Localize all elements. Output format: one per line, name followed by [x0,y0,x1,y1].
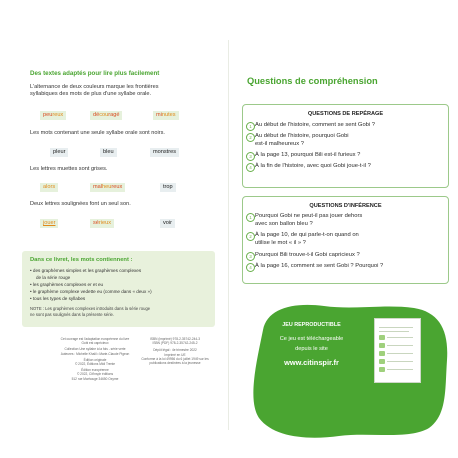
reperage-box [242,104,449,188]
question-line: À la fin de l'histoire, avec quoi Gobi joue-t-il ? [255,163,371,169]
bullet-single-syllable [30,130,220,137]
sheet-picture-icon [379,335,385,340]
syllable: mal [93,184,103,190]
question-line: Au début de l'histoire, comment se sent Gobi ? [255,122,376,128]
promo-line: Ce jeu est téléchargeable [279,336,344,342]
info-item: de la série rouge [36,275,71,280]
credit-line: © 2022, Éditions Midi Trente [74,362,116,367]
example-word [40,183,58,192]
credit-line: Édition originale [83,357,107,362]
syllable: peu [43,112,53,118]
bullet-text: L'alternance de deux couleurs marque les frontières [30,84,159,90]
credits-left [55,337,135,381]
credit-line: Dépôt légal : 4e trimestre 2022 [153,348,197,353]
syllable: voir [163,220,173,226]
bullet-underlined [30,201,220,208]
sheet-picture-icon [379,359,385,364]
syllable: ragé [108,112,120,118]
number-circle-icon: 2 [246,232,255,241]
question-line: À la page 13, pourquoi Bili est-il furieux ? [255,152,361,158]
number-circle-icon: 1 [246,122,255,131]
bullet-text: syllabiques des mots de plus d'une syllabe orale. [30,91,152,97]
credit-line: 512 rue Marhouge 34650 Oxyme [71,376,119,381]
credit-line: Cet ouvrage est l'adaptation européenne du livre [60,337,130,341]
example-word [160,219,175,228]
bullet-syllable-colors [30,84,220,98]
bullet-text: Les lettres muettes sont grises. [30,166,108,172]
syllable: jouer [43,220,56,226]
question-line: Pourquoi Gobi ne peut-il pas jouer dehors [255,213,363,219]
credit-line: publications destinées à la jeunesse [149,361,201,366]
number-circle-icon: 1 [246,213,255,222]
syllable: rieux [98,220,112,226]
bullet-silent-letters [30,166,220,173]
question-line: avec son ballon bleu ? [255,221,313,227]
sheet-picture-icon [379,367,385,372]
credit-line: Gobi est capricieux [81,341,109,346]
credit-line: Collection Une syllabe à la fois - série verte [64,347,126,352]
syllable: alors [43,184,56,190]
sheet-line [387,361,413,362]
example-word [90,111,122,120]
info-item: • tous les types de syllabes [30,296,86,301]
syllable: trop [163,184,173,190]
bullet-text: Deux lettres soulignées font un seul son. [30,201,131,207]
number-circle-icon: 4 [246,163,255,172]
syllable: mi [156,112,162,118]
sheet-picture-icon [379,343,385,348]
credit-line: © 2022, Cit'inspir éditions [76,372,114,377]
credit-line: ISBN (PDF) 978-2-35742-245-2 [152,341,198,346]
inference-box [242,196,449,284]
info-item: • les graphèmes complexes er et eu [30,282,104,287]
info-item: • le graphème complexe vedette eu (comme dans « deux ») [30,289,152,294]
syllable: heu [102,184,112,190]
sheet-line [387,337,413,338]
promo-line: depuis le site [295,346,328,352]
example-word [90,183,125,192]
info-note: NOTE : Les graphèmes complexes introduits dans la série rouge [30,306,151,311]
example-word [160,183,176,192]
info-note: ne sont pas soulignés dans la présente série. [30,312,115,317]
syllable: cou [99,112,109,118]
sheet-line [379,331,409,332]
credit-line: Conforme à la loi 49956 du 6 juillet 1949 sur les [141,356,209,361]
promo-blob-shape [249,300,454,440]
sheet-line [379,327,413,328]
info-item: • des graphèmes simples et les graphèmes complexes [30,268,142,273]
reperage-heading: QUESTIONS DE REPÉRAGE [307,111,384,117]
sheet-line [387,345,413,346]
number-circle-icon: 3 [246,252,255,261]
credit-line: Imprimé en UE [164,352,186,357]
example-word [153,111,179,120]
example-word: pleur [50,148,68,157]
syllable: dé [93,112,100,118]
example-word: bleu [100,148,117,157]
credits-right [135,337,215,365]
sheet-line [387,353,413,354]
question-line: est-il malheureux ? [255,141,304,147]
question-line: À la page 16, comment se sent Gobi ? Pourquoi ? [255,263,384,269]
credit-line: ISBN (imprimé) 978-2-35742-244-3 [150,337,200,341]
inference-heading: QUESTIONS D'INFÉRENCE [309,203,382,209]
question-line: utilise le mot « il » ? [255,240,306,246]
question-line: À la page 10, de qui parle-t-on quand on [255,232,359,238]
content-info-box [22,251,215,327]
number-circle-icon: 2 [246,133,255,142]
credit-line: Auteures : Michelle Khalil • Marie-Claude Pigeon [60,351,130,356]
question-line: Au début de l'histoire, pourquoi Gobi [255,133,349,139]
syllable: reux [52,112,64,118]
example-word [40,111,66,120]
sheet-line [387,369,413,370]
number-circle-icon: 3 [246,152,255,161]
promo-url-link[interactable]: www.citinspir.fr [284,358,339,367]
promo-heading: JEU REPRODUCTIBLE [282,322,341,328]
example-word: monstres [150,148,179,157]
syllable: reux [111,184,123,190]
bullet-text: Les mots contenant une seule syllabe orale sont noirs. [30,130,165,136]
syllable: nutes [161,112,176,118]
section-heading: Des textes adaptés pour lire plus facilement [30,70,160,77]
sheet-picture-icon [379,351,385,356]
number-circle-icon: 4 [246,263,255,272]
info-box-title: Dans ce livret, les mots contiennent : [30,257,133,263]
game-sheet-thumbnail [374,318,421,383]
right-page [229,0,458,458]
syllable: sé [93,220,99,226]
example-word [40,219,58,228]
page-title: Questions de compréhension [247,76,378,86]
question-line: Pourquoi Bili trouve-t-il Gobi capricieux ? [255,252,360,258]
example-word [90,219,114,228]
credit-line: Édition européenne [81,368,109,373]
